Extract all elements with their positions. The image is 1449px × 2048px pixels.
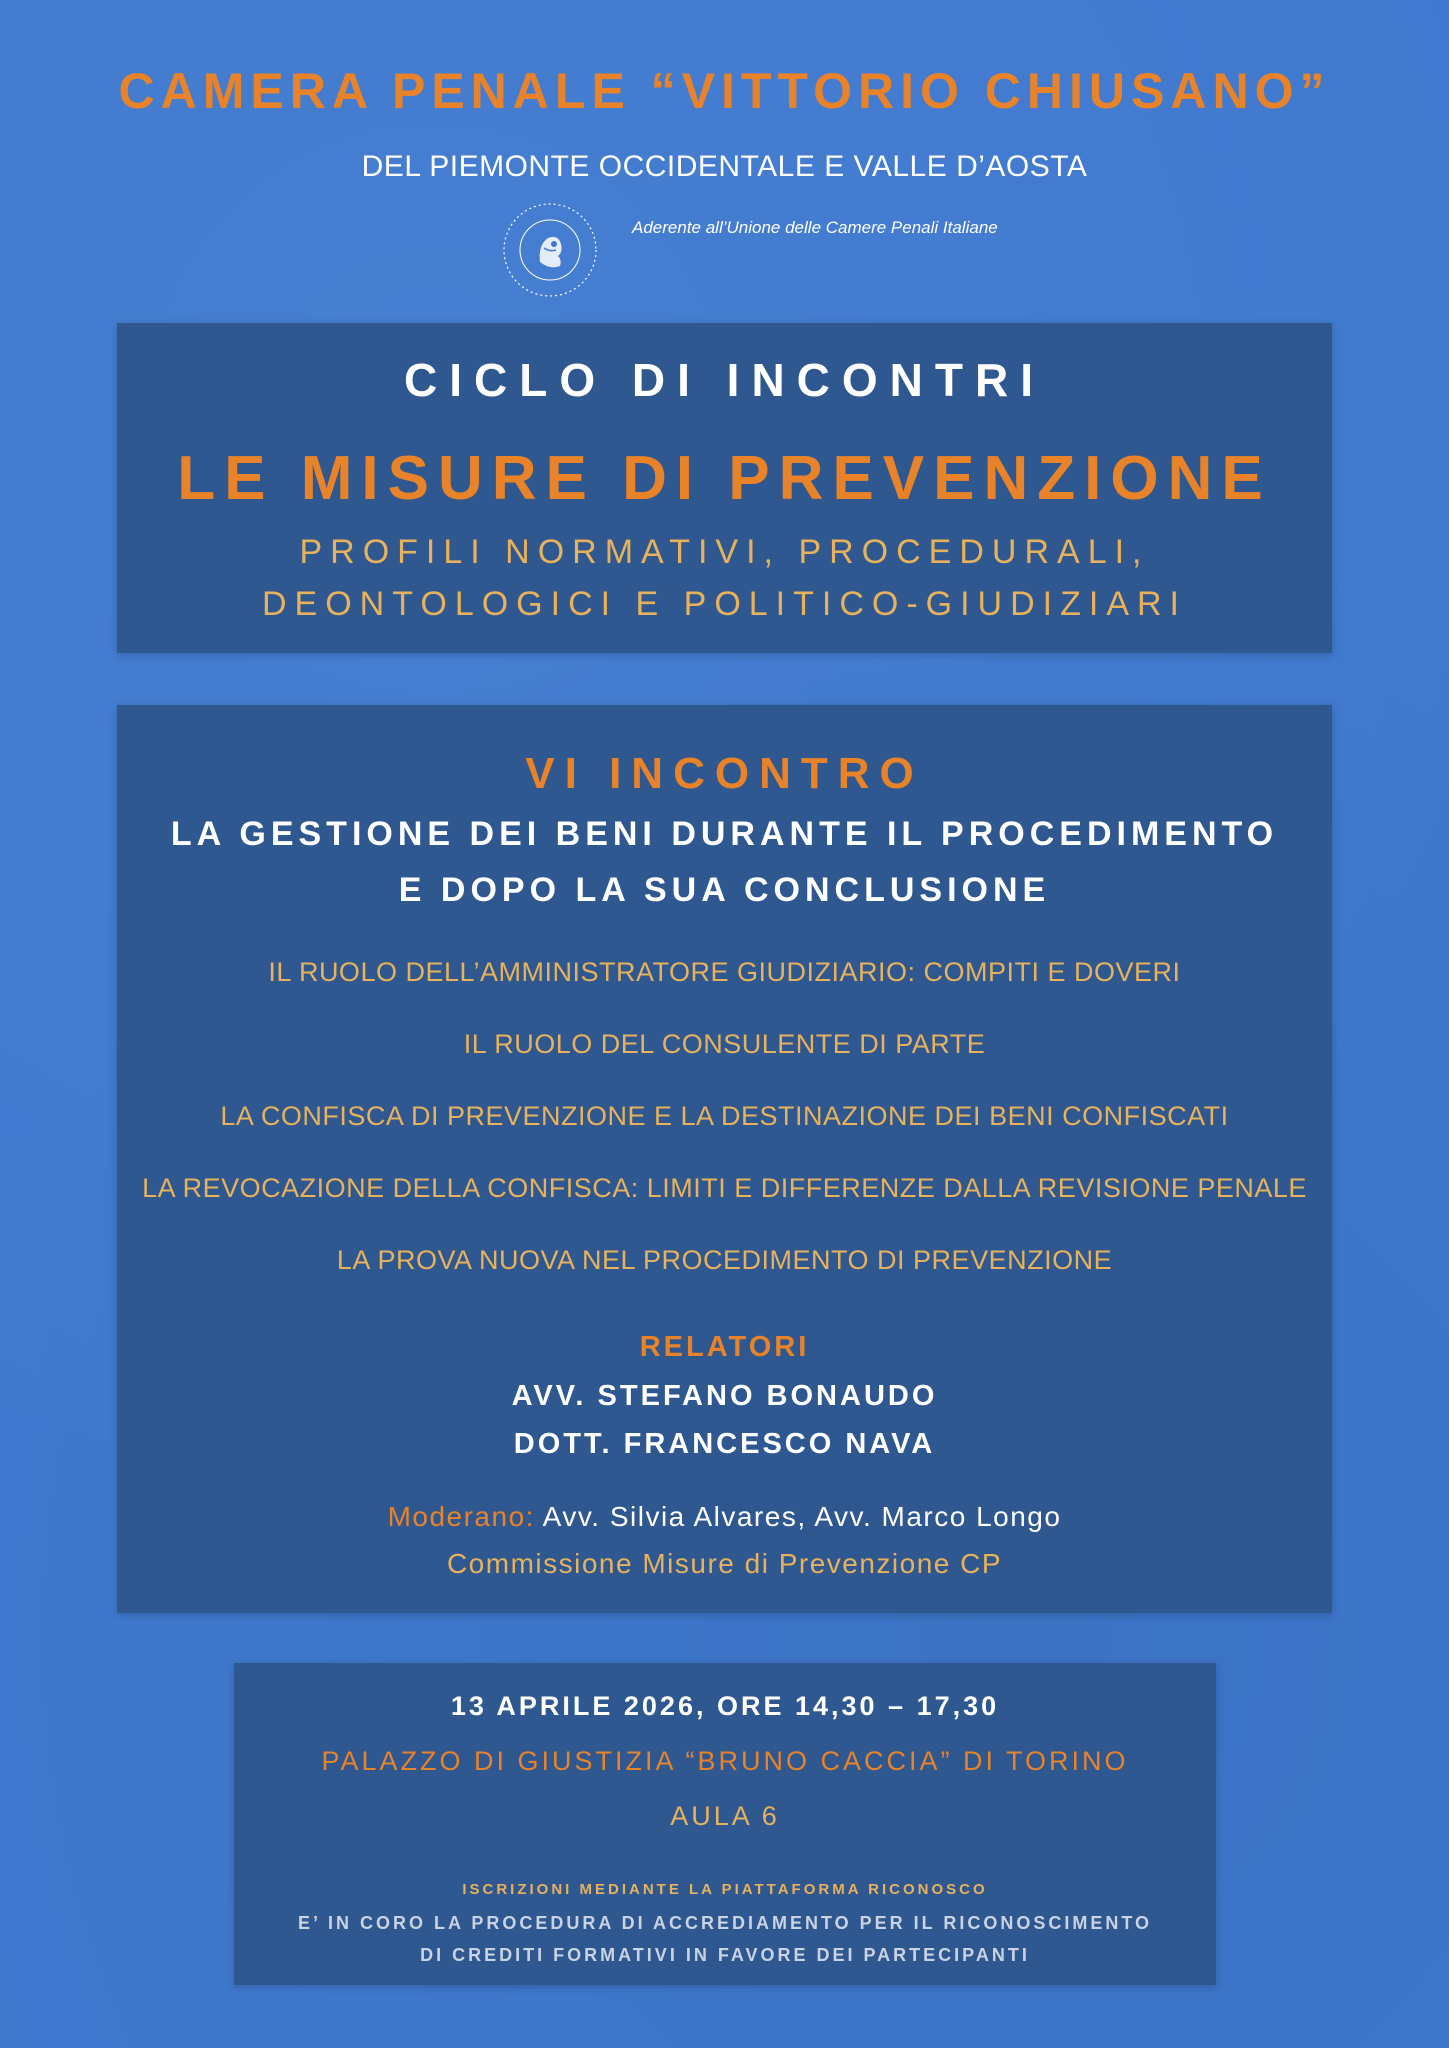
organization-subtitle: DEL PIEMONTE OCCIDENTALE E VALLE D’AOSTA [361, 150, 1088, 183]
moderators-names: Avv. Silvia Alvares, Avv. Marco Longo [542, 1501, 1062, 1532]
registration-note: ISCRIZIONI MEDIANTE LA PIATTAFORMA RICONOSCO [462, 1881, 988, 1898]
moderators-line [117, 1501, 1332, 1533]
ucpi-seal-logo [500, 200, 600, 300]
topic-item: LA CONFISCA DI PREVENZIONE E LA DESTINAZIONE DEI BENI CONFISCATI [220, 1101, 1229, 1131]
event-panel [234, 1663, 1216, 1985]
adherence-note: Aderente all’Unione delle Camere Penali Italiane [632, 218, 998, 237]
cycle-label: CICLO DI INCONTRI [404, 354, 1045, 406]
meeting-number: VI INCONTRO [525, 749, 924, 798]
cycle-subtitle-line2: DEONTOLOGICI E POLITICO-GIUDIZIARI [261, 585, 1187, 623]
meeting-title-line1: LA GESTIONE DEI BENI DURANTE IL PROCEDIMENTO [170, 815, 1279, 853]
cycle-title: LE MISURE DI PREVENZIONE [177, 444, 1272, 513]
accreditation-line1: E’ IN CORO LA PROCEDURA DI ACCREDIAMENTO PER IL RICONOSCIMENTO [297, 1913, 1153, 1933]
event-venue: PALAZZO DI GIUSTIZIA “BRUNO CACCIA” DI TORINO [321, 1746, 1129, 1776]
event-date: 13 APRILE 2026, ORE 14,30 – 17,30 [450, 1691, 1000, 1721]
meeting-panel [117, 705, 1332, 1613]
speaker-name: DOTT. FRANCESCO NAVA [513, 1428, 936, 1460]
topic-item: LA REVOCAZIONE DELLA CONFISCA: LIMITI E DIFFERENZE DALLA REVISIONE PENALE [142, 1173, 1307, 1203]
event-room: AULA 6 [670, 1801, 780, 1831]
topic-item: IL RUOLO DELL’AMMINISTRATORE GIUDIZIARIO: COMPITI E DOVERI [268, 957, 1181, 987]
commission-name: Commissione Misure di Prevenzione CP [446, 1548, 1003, 1579]
speakers-label: RELATORI [639, 1331, 810, 1363]
speaker-name: AVV. STEFANO BONAUDO [511, 1380, 938, 1412]
topic-item: IL RUOLO DEL CONSULENTE DI PARTE [463, 1029, 986, 1059]
moderators-label: Moderano: [387, 1501, 535, 1532]
cycle-subtitle-line1: PROFILI NORMATIVI, PROCEDURALI, [299, 533, 1150, 571]
cycle-panel [117, 323, 1332, 653]
meeting-title-line2: E DOPO LA SUA CONCLUSIONE [398, 871, 1051, 909]
accreditation-line2: DI CREDITI FORMATIVI IN FAVORE DEI PARTECIPANTI [420, 1945, 1030, 1965]
organization-title: CAMERA PENALE “VITTORIO CHIUSANO” [118, 63, 1331, 119]
topic-item: LA PROVA NUOVA NEL PROCEDIMENTO DI PREVENZIONE [336, 1245, 1113, 1275]
